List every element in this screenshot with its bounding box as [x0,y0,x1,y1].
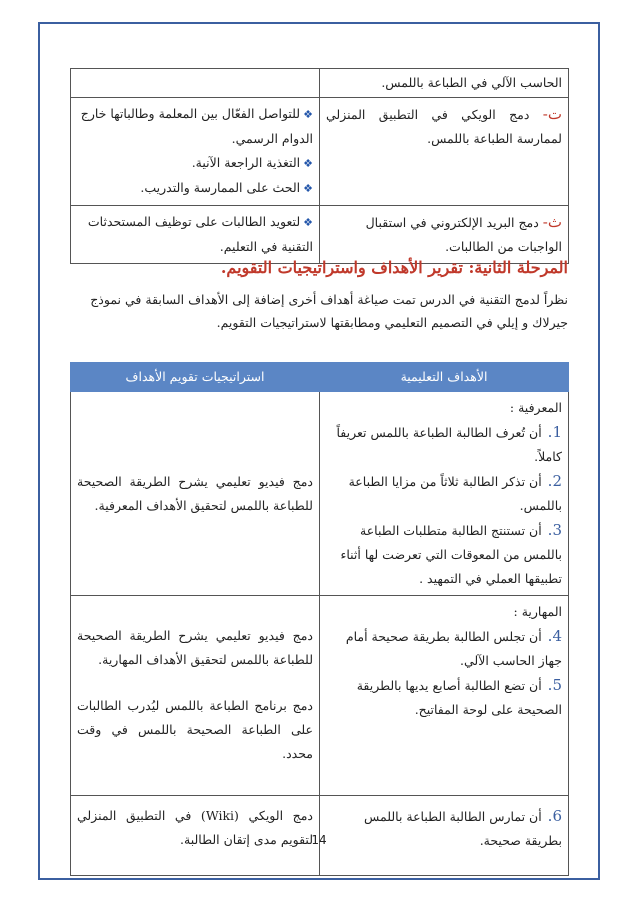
list-item-text: للتواصل الفعّال بين المعلمة وطالباتها خارج الدوام الرسمي. [80,106,313,146]
diamond-bullet-icon: ❖ [303,108,313,121]
strategy-text: دمج فيديو تعليمي يشرح الطريقة الصحيحة للطباعة باللمس لتحقيق الأهداف المهارية. [77,628,313,667]
list-item-text: أن تجلس الطالبة بطريقة صحيحة أمام جهاز الحاسب الآلي. [345,629,562,668]
list-item-text: أن تستنتج الطالبة متطلبات الطباعة باللمس من المعوقات التي تعرضت لها أثناء تطبيقها العملي في التمهيد . [340,523,562,586]
strategies-cell [71,596,320,796]
table-cell [71,69,320,98]
table-cell [320,69,569,98]
diamond-bullet-icon: ❖ [303,216,313,229]
column-header-strategies: استراتيجيات تقويم الأهداف [71,363,320,392]
strategy-text: دمج فيديو تعليمي يشرح الطريقة الصحيحة للطباعة باللمس لتحقيق الأهداف المعرفية. [77,473,313,513]
item-number: 4. [547,627,562,645]
list-item [326,469,562,518]
item-number: 3. [547,521,562,539]
table-row [71,98,569,206]
list-item [77,151,313,176]
table-row [71,206,569,264]
table-row [71,69,569,98]
column-header-objectives: الأهداف التعليمية [320,363,569,392]
objectives-cell [320,596,569,796]
list-item-text: الحث على الممارسة والتدريب. [140,180,301,195]
list-item [77,102,313,151]
item-prefix: ت- [542,105,562,123]
list-item [326,518,562,591]
diamond-bullet-icon: ❖ [303,157,313,170]
table-row [71,392,569,596]
list-item [77,176,313,201]
page-number: 14 [311,833,327,847]
table-row [71,596,569,796]
table-cell [320,206,569,264]
item-number: 5. [547,676,562,694]
list-item-text: أن تضع الطالبة أصابع يديها بالطريقة الصحيحة على لوحة المفاتيح. [356,678,562,717]
activities-table [70,68,569,264]
list-item [326,420,562,469]
table-cell [71,206,320,264]
list-item-text: أن تمارس الطالبة الطباعة باللمس بطريقة صحيحة. [364,809,562,848]
list-item [326,673,562,722]
cell-text: دمج الويكي في التطبيق المنزلي لممارسة الطباعة باللمس. [326,107,562,146]
list-item-text: أن تُعرف الطالبة الطباعة باللمس تعريفاً كاملاً. [336,425,562,464]
list-item-text: التغذية الراجعة الآنية. [191,155,301,170]
strategy-text: دمج برنامج الطباعة باللمس ليُدرب الطالبات على الطباعة الصحيحة باللمس في وقت محدد. [77,698,313,761]
cell-text: دمج البريد الإلكتروني في استقبال الواجبات من الطالبات. [365,215,562,254]
table-cell [320,98,569,206]
item-number: 2. [547,472,562,490]
section-heading: المرحلة الثانية: تقرير الأهداف واستراتيجيات التقويم. [220,258,568,277]
objectives-table [70,362,569,876]
cell-text: الحاسب الآلي في الطباعة باللمس. [381,75,562,90]
list-item [326,624,562,673]
objectives-cell [320,392,569,596]
table-header-row [71,363,569,392]
strategy-text: دمج الويكي (Wiki) في التطبيق المنزلي لتقويم مدى إتقان الطالبة. [77,808,313,847]
strategies-cell [71,392,320,596]
list-item-text: أن تذكر الطالبة ثلاثاً من مزايا الطباعة باللمس. [348,474,562,513]
intro-paragraph: نظراً لدمج التقنية في الدرس تمت صياغة أهداف أخرى إضافة إلى الأهداف السابقة في نموذج جيرلاك و إيلي في التصميم التعليمي ومطابقتها لاستراتيجيات التقويم. [90,292,568,330]
diamond-bullet-icon: ❖ [303,182,313,195]
category-label: المعرفية : [509,400,562,415]
table-cell [71,98,320,206]
category-label: المهارية : [513,604,562,619]
cell-text: لتعويد الطالبات على توظيف المستحدثات التقنية في التعليم. [87,214,313,254]
item-number: 1. [547,423,562,441]
item-number: 6. [547,807,562,825]
item-prefix: ث- [542,213,562,231]
